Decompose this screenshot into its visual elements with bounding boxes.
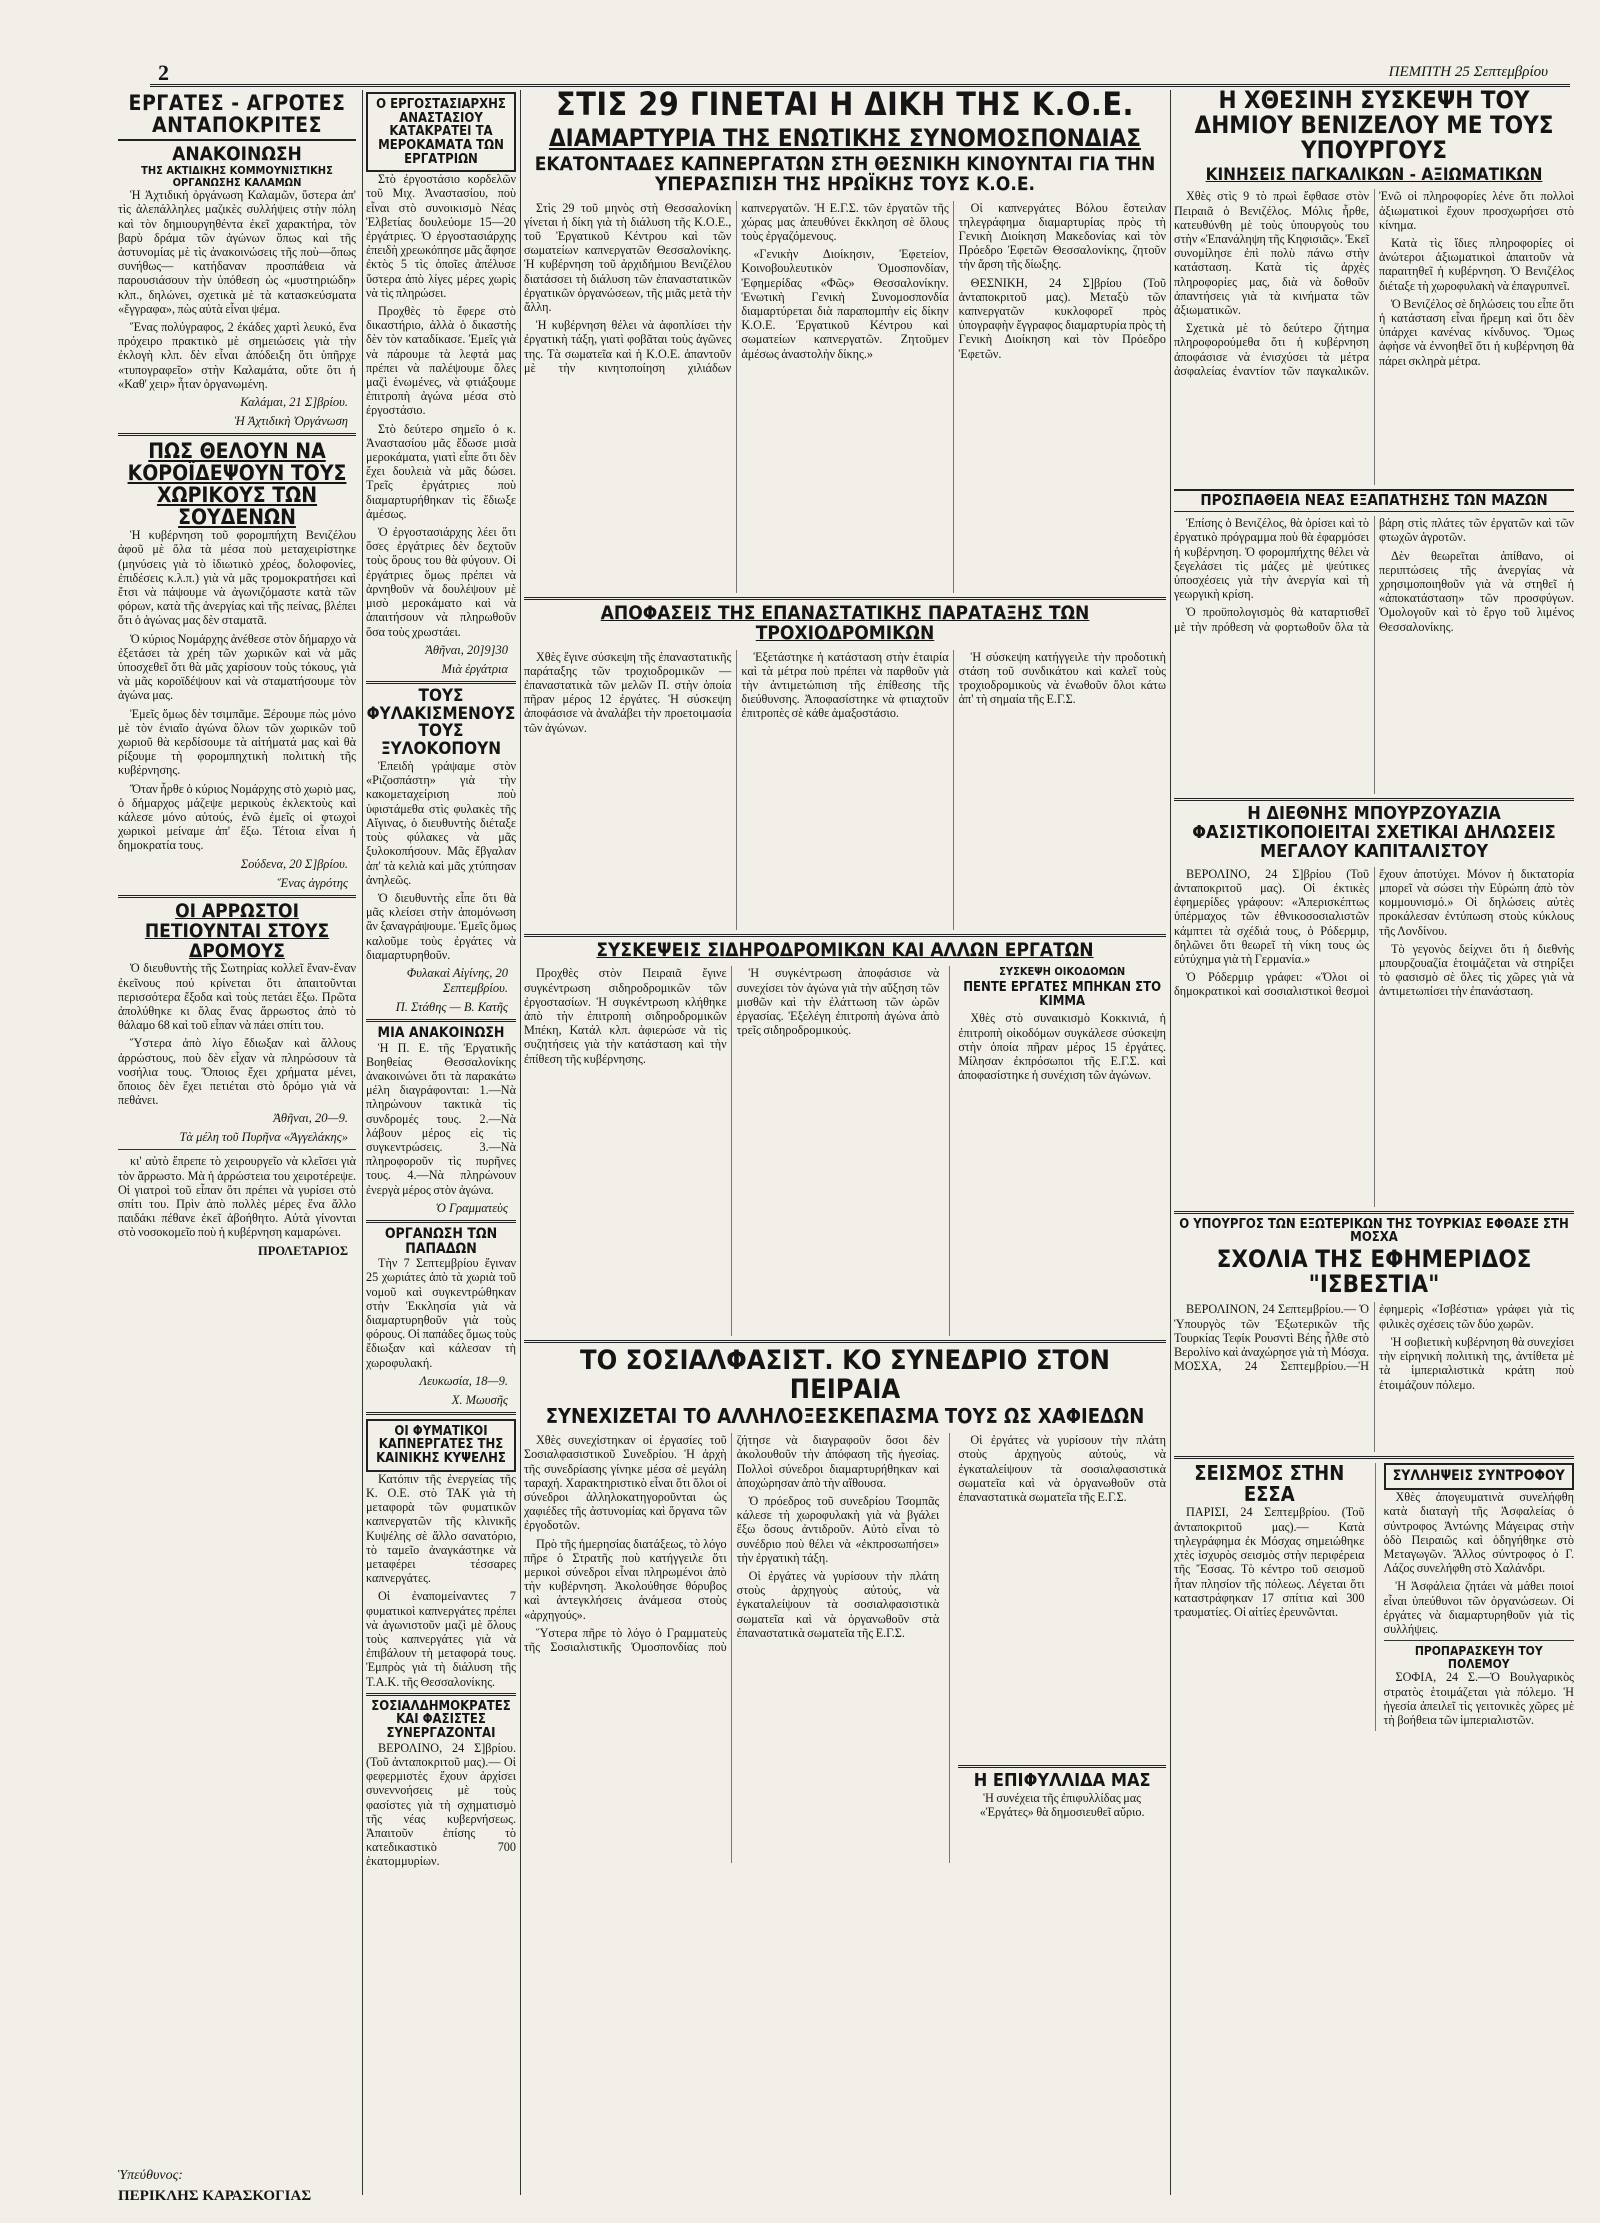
publisher-name: ΠΕΡΙΚΛΗΣ ΚΑΡΑΣΚΟΓΙΑΣ bbox=[118, 2188, 312, 2204]
article-headline: ΟΙ ΑΡΡΩΣΤΟΙ ΠΕΤΙΟΥΝΤΑΙ ΣΤΟΥΣ ΔΡΟΜΟΥΣ bbox=[144, 899, 330, 962]
main-deck: ΕΚΑΤΟΝΤΑΔΕΣ ΚΑΠΝΕΡΓΑΤΩΝ ΣΤΗ ΘΕΣΝΙΚΗ ΚΙΝΟΥΝΤΑΙ ΓΙΑ ΤΗΝ ΥΠΕΡΑΣΠΙΣΗ ΤΗΣ ΗΡΩΪΚΗΣ ΤΟΥΣ Κ.Ο.Ε. bbox=[534, 152, 1156, 195]
tram-article-body bbox=[524, 650, 1166, 930]
divider bbox=[524, 597, 1166, 600]
article-paragraph: Οἱ ἐργάτες νὰ γυρίσουν τὴν πλάτη στοὺς ἀρχηγοὺς αὐτούς, νὰ ἐγκαταλείψουν τὰ σοσιαλφασιστικὰ σωματεῖα καὶ νὰ ὀργανωθοῦν στὰ ἐπαναστατικὰ σωματεῖα τῆς Ε.Γ.Σ. bbox=[736, 1568, 940, 1640]
article-paragraph: Ἡ κυβέρνηση τοῦ φορομπήχτη Βενιζέλου ἀφοῦ μὲ ὅλα τὰ μέσα ποὺ μεταχειρίστηκε (μηνύσεις γιὰ τὸ ἰδιωτικὸ χρέος, δολοφονίες, ἐπιδέσεις κ.λ.π.) γιὰ νὰ μᾶς τρομοκρατήσει καὶ ἔτσι νὰ πάψουμε νὰ ἀγωνιζόμαστε κατὰ τῶν φόρων, κατὰ τῆς ἀνεργίας καὶ τῆς πείνας, βλέπει ὅτι ὁ ἀγώνας μας δὲν σταματᾶ. bbox=[118, 528, 356, 628]
article-paragraph: Δὲν θεωρεῖται ἀπίθανο, οἱ περιπτώσεις τῆς ἀνεργίας νὰ χρησιμοποιηθοῦν γιὰ νὰ στηθεῖ ἡ «ἀποκατάσταση» τῶν προσφύγων. Ὁμολογοῦν καὶ τὸ ἔργο τοῦ λιμένος Θεσσαλονίκης. bbox=[1379, 548, 1574, 634]
signature: Χ. Μωυσῆς bbox=[451, 1392, 508, 1407]
bottom-right-block bbox=[1174, 1463, 1574, 1731]
article-headline: ΠΕΝΤΕ ΕΡΓΑΤΕΣ ΜΠΗΚΑΝ ΣΤΟ ΚΙΜΜΑ bbox=[963, 980, 1162, 1009]
article-headline: ΤΟ ΣΟΣΙΑΛΦΑΣΙΣΤ. ΚΟ ΣΥΝΕΔΡΙΟ ΣΤΟΝ ΠΕΙΡΑΙΑ bbox=[580, 1345, 1110, 1405]
article-paragraph: Ἡ Ἀσφάλεια ζητάει νὰ μάθει ποιοί εἶναι ὑπεύθυνοι τῶν ὀργανώσεων. Οἱ ἐργάτες νὰ διαμαρτυρηθοῦν γιὰ τὶς συλλήψεις. bbox=[1383, 1579, 1574, 1636]
article-paragraph: Χθὲς στὶς 9 τὸ πρωὶ ἔφθασε στὸν Πειραιᾶ ὁ Βενιζέλος. Μόλις ἦρθε, κατευθύνθη μὲ τοὺς ὑπουργοὺς του στὴν «Ἐπανάληψη τῆς Κηφισιᾶς». Ἐκεῖ συνομίλησε ἐπὶ πολὺ πάνω στὴν κατάσταση. Κατὰ τὶς ἀρχὲς πληροφορίες μας, διὰ νὰ δοθοῦν ἀπαντήσεις γιὰ τὰ κινήματα τῶν ἀξιωματικῶν. bbox=[1174, 189, 1369, 318]
article-paragraph: Στὶς 29 τοῦ μηνὸς στὴ Θεσσαλονίκη γίνεται ἡ δίκη γιὰ τὴ διάλυση τῆς Κ.Ο.Ε., τοῦ Ἐργατικοῦ Κέντρου καὶ τῶν σωματείων καπνεργατῶν Θεσσαλονίκης. Ἡ κυβέρνηση τοῦ ἀρχιδήμιου Βενιζέλου διατάσσει τὴ διάλυση τῶν ἐπαναστατικῶν ἐργατικῶν ὀργανώσεων, τῆς μιᾶς μετὰ τὴν ἄλλη. bbox=[524, 200, 732, 315]
article-subheadline: ΣΥΣΚΕΨΗ ΟΙΚΟΔΟΜΩΝ bbox=[999, 966, 1126, 979]
article-paragraph: Ὁ Βενιζέλος σὲ δηλώσεις του εἶπε ὅτι ἡ κατάσταση εἶναι ἤρεμη καὶ ὅτι δὲν ὑπάρχει κανένας κίνδυνος. Ὅμως ἀφὴσε νὰ ἐννοηθεῖ ὅτι ἡ κυβέρνηση θὰ πάρει σκληρὰ μέτρα. bbox=[1379, 296, 1574, 368]
article-paragraph: Τὴν 7 Σεπτεμβρίου ἔγιναν 25 χωριάτες ἀπὸ τὰ χωριὰ τοῦ νομοῦ καὶ συγκεντρώθηκαν στὴν Ἐκκλησία γιὰ νὰ διαμαρτυρηθοῦν γιὰ τοὺς φόρους. Οἱ παπάδες ὅμως τοὺς ἔδιωξαν καὶ κάλεσαν τὴ χωροφυλακή. bbox=[366, 1256, 516, 1370]
article-paragraph: Χθὲς στὸ συναικισμὸ Κοκκινιά, ἡ ἐπιτροπὴ οἰκοδόμων συγκάλεσε σύσκεψη στὴν ὁποία πῆραν μέρος 15 ἐργάτες. Μίλησαν ἐκπρόσωποι τῆς Ε.Γ.Σ. καὶ ἀποφασίστηκε ἡ συνέχιση τῶν ἀγώνων. bbox=[958, 1011, 1166, 1083]
congress-text bbox=[524, 1433, 939, 1863]
article-paragraph: Ὕστερα πῆρε τὸ λόγο ὁ Γραμματεὺς τῆς Σοσιαλιστικῆς Ὁμοσπονδίας ποὺ ζήτησε νὰ διαγραφοῦν ὅσοι δὲν ἀκολουθοῦν τὴν ἀπόφαση τῆς ἡγεσίας. Πολλοὶ σύνεδροι διαμαρτυρήθηκαν καὶ ἀποχώρησαν ἀπὸ τὴν αἴθουσα. bbox=[524, 1433, 940, 1654]
signature: Π. Στάθης — Β. Κατῆς bbox=[395, 999, 508, 1014]
issue-date: ΠΕΜΠΤΗ 25 Σεπτεμβρίου bbox=[1388, 64, 1548, 80]
railway-article-body bbox=[524, 966, 1166, 1336]
article-paragraph: Χθὲς ἀπογευματινὰ συνελήφθη κατὰ διαταγὴ τῆς Ἀσφαλείας ὁ σύντροφος Ἀντώνης Μάγειρας στὴν ὁδὸ Πειραιῶς καὶ ὁδηγήθηκε στὸ Μεταγωγῶν. Ἄλλος σύντροφος ὁ Γ. Λάζος συνελήφθη στὸ Χαλάνδρι. bbox=[1383, 1490, 1574, 1576]
dateline: Φυλακαὶ Αἰγίνης, 20 Σεπτεμβρίου. bbox=[406, 965, 508, 995]
divider bbox=[1174, 798, 1574, 801]
column-right bbox=[1174, 88, 1574, 2193]
signature: Τὰ μέλη τοῦ Πυρῆνα «Ἀγγελάκης» bbox=[179, 1130, 348, 1145]
article-headline: ΠΩΣ ΘΕΛΟΥΝ ΝΑ ΚΟΡΟΪΔΕΨΟΥΝ ΤΟΥΣ ΧΩΡΙΚΟΥΣ ΤΩΝ ΣΟΥΔΕΝΩΝ bbox=[127, 438, 347, 530]
dateline: Καλάμαι, 21 Σ]βρίου. bbox=[240, 394, 348, 409]
article-paragraph: Ὕστερα ἀπὸ λίγο ἔδιωξαν καὶ ἄλλους ἀρρώστους, ποὺ δὲν εἶχαν νὰ πληρώσουν τὰ νοσήλια τους. Ὅποιος ἔχει χρήματα μένει, ὅποιος δὲν ἔχει πετιέται στὸ δρόμο γιὰ νὰ πεθάνει. bbox=[118, 1036, 356, 1108]
divider bbox=[1174, 1211, 1574, 1214]
article-paragraph: Ἕνας πολύγραφος, 2 ἐκάδες χαρτὶ λευκό, ἕνα πρόχειρο πρακτικὸ μὲ σημειώσεις γιὰ τὴν ἐκλογὴ κλπ. δὲν εἶναι ἀπόδειξη ὅτι ὑπῆρχε «τυπογραφεῖο» στὴν Καλαμάτα, οὔτε ὅτι ἡ «Καθ' χειρ» ἦταν ὀργανωμένη. bbox=[118, 319, 356, 391]
divider bbox=[958, 1765, 1166, 1768]
article-paragraph: Προχθὲς τὸ ἔφερε στὸ δικαστήριο, ἀλλὰ ὁ δικαστὴς δὲν τὸν καταδίκασε. Ἐμεῖς γιὰ νὰ πάρουμε τὰ λεφτά μας πρέπει νὰ παλέψουμε ὅλες μαζὶ ἑνωμένες, νὰ φτιάξουμε ἐπιτροπὴ ἀγώνα μέσα στὸ ἐργοστάσιο. bbox=[366, 304, 516, 418]
article-paragraph: Στὸ δεύτερο σημεῖο ὁ κ. Ἀναστασίου μᾶς ἔδωσε μισὰ μεροκάματα, γιατὶ εἶπε ὅτι δὲν ἔχει δουλειὰ νὰ μᾶς δώσει. Τρεῖς ἐργάτριες ποὺ διαμαρτυρήθηκαν τὶς ἔδιωξε ἀμέσως. bbox=[366, 421, 516, 521]
article-paragraph: Οἱ ἐναπομείναντες 7 φυματικοὶ καπνεργάτες πρέπει νὰ ἀγωνιστοῦν μαζὶ μὲ ὅλους τοὺς καπνεργάτες γιὰ νὰ ἐπιβάλουν τὴ μεταφορά τους. Ἐμπρὸς γιὰ τὴ διάλυση τῆς Τ.Α.Κ. τῆς Θεσσαλονίκης. bbox=[366, 1589, 516, 1689]
serial-box bbox=[958, 1761, 1166, 1823]
arrest-article bbox=[1375, 1463, 1575, 1731]
article-paragraph: Σχετικὰ μὲ τὸ δεύτερο ζήτημα πληροφορούμεθα ὅτι ἡ κυβέρνηση ἀποφάσισε νὰ ἐνισχύσει τὰ μέτρα ἀσφαλείας ἐναντίον τῶν παγκαλικῶν. Ἐνῶ οἱ πληροφορίες λένε ὅτι πολλοὶ ἀξιωματικοὶ ἔχουν προσχωρήσει στὸ κίνημα. bbox=[1174, 189, 1574, 378]
article-paragraph: Οἱ ἐργάτες νὰ γυρίσουν τὴν πλάτη στοὺς ἀρχηγοὺς αὐτούς, νὰ ἐγκαταλείψουν τὰ σοσιαλφασιστικὰ σωματεῖα καὶ νὰ ὀργανωθοῦν στὰ ἐπαναστατικὰ σωματεῖα τῆς Ε.Γ.Σ. bbox=[958, 1433, 1166, 1504]
article-headline: Η ΕΠΙΦΥΛΛΙΔΑ ΜΑΣ bbox=[973, 1769, 1151, 1791]
article-paragraph: Ἐξετάστηκε ἡ κατάσταση στὴν ἑταιρία καὶ τὰ μέτρα ποὺ πρέπει νὰ παρθοῦν γιὰ τὴν ἀντιμετώπιση τῆς ἐπίθεσης τῆς διεύθυνσης. Ἀποφασίστηκε νὰ φτιαχτοῦν ἐπιτροπὲς σὲ κάθε ἀμαξοστάσιο. bbox=[741, 649, 949, 721]
railway-text bbox=[524, 966, 939, 1336]
article-paragraph: Ὁ πρόεδρος τοῦ συνεδρίου Τσομπᾶς κάλεσε τὴ χωροφυλακὴ γιὰ νὰ βγάλει ἔξω ὅσους ἀντιδροῦν. Αὐτὸ εἶναι τὸ συνέδριο ποὺ θέλει νὰ «ἐκπροσωπήσει» τὴν ἐργατικὴ τάξη. bbox=[736, 1493, 940, 1565]
main-subheadline: ΔΙΑΜΑΡΤΥΡΙΑ ΤΗΣ ΕΝΩΤΙΚΗΣ ΣΥΝΟΜΟΣΠΟΝΔΙΑΣ bbox=[548, 123, 1142, 152]
article-headline: ΣΕΙΣΜΟΣ ΣΤΗΝ ΕΣΣΑ bbox=[1194, 1461, 1345, 1507]
article-paragraph: Ὁ διευθυντὴς εἶπε ὅτι θὰ μᾶς κλείσει στὴν ἀπομόνωση ἂν ξαναγράψουμε. Ἐμεῖς ὅμως καλοῦμε τοὺς ἐργάτες νὰ διαμαρτυρηθοῦν. bbox=[366, 890, 516, 962]
article-subheadline: ΣΧΟΛΙΑ ΤΗΣ ΕΦΗΜΕΡΙΔΟΣ "ΙΣΒΕΣΤΙΑ" bbox=[1216, 1245, 1532, 1299]
article-paragraph: Ἡ Π. Ε. τῆς Ἐργατικῆς Βοηθείας Θεσσαλονίκης ἀνακοινώνει ὅτι τὰ παρακάτω μέλη διαγράφονται: 1.—Νὰ πληρώνουν τακτικὰ τὶς συνδρομές τους. 2.—Νὰ λάβουν μέρος εἰς τὶς συγκεντρώσεις. 3.—Νὰ πληροφοροῦν τὶς πυρῆνες τους. 4.—Νὰ πληρώνουν ἐνεργὰ μέρος στὸν ἀγώνα. bbox=[366, 1040, 516, 1197]
article-paragraph: Κατὰ τὶς ἴδιες πληροφορίες οἱ ἀνώτεροι ἀξιωματικοὶ ἀπαιτοῦν νὰ παραιτηθεῖ ἡ κυβέρνηση. Ὁ Βενιζέλος διέταξε τὴ χωροφυλακὴ νὰ ἐπαγρυπνεῖ. bbox=[1379, 236, 1574, 293]
article-paragraph: Ἐπίσης ὁ Βενιζέλος, θὰ ὁρίσει καὶ τὸ ἐργατικὸ πρόγραμμα ποὺ θὰ ἐφαρμόσει ἡ κυβέρνηση. Ὁ φορομπήχτης θέλει νὰ ξεγελάσει τὶς μάζες μὲ ψεύτικες ὑποσχέσεις γιὰ τὴν ἀνεργία καὶ τὴ γεωργικὴ κρίση. bbox=[1174, 516, 1369, 602]
izvestia-article-body bbox=[1174, 1302, 1574, 1452]
divider bbox=[118, 433, 356, 436]
dateline: Σούδενα, 20 Σ]βρίου. bbox=[240, 856, 348, 871]
article-headline: ΟΙ ΦΥΜΑΤΙΚΟΙ ΚΑΠΝΕΡΓΑΤΕΣ ΤΗΣ ΚΑΙΝΙΚΗΣ ΚΥΨΕΛΗΣ bbox=[366, 1419, 516, 1472]
column-rule bbox=[362, 90, 363, 2195]
article-subheadline: ΣΥΝΕΧΙΖΕΤΑΙ ΤΟ ΑΛΛΗΛΟΞΕΣΚΕΠΑΣΜΑ ΤΟΥΣ ΩΣ ΧΑΦΙΕΔΩΝ bbox=[545, 1404, 1145, 1429]
article-headline: ΑΝΑΚΟΙΝΩΣΗ bbox=[172, 143, 302, 166]
article-paragraph: ΒΕΡΟΛΙΝΟΝ, 24 Σεπτεμβρίου.— Ὁ Ὑπουργὸς τῶν Ἐξωτερικῶν τῆς Τουρκίας Τεφίκ Ρουσντὶ Βέης ἦλθε στὸ Βερολίνο καὶ ἀναχώρησε γιὰ τὴ Μόσχα. ΜΟΣΧΑ, 24 Σεπτεμβρίου.—Ἡ ἐφημερὶς «Ἰσβέστια» γράφει γιὰ τὶς φιλικὲς σχέσεις τῶν δύο χωρῶν. bbox=[1174, 1302, 1574, 1374]
column-rule bbox=[520, 90, 521, 2195]
article-headline: Η ΔΙΕΘΝΗΣ ΜΠΟΥΡΖΟΥΑΖΙΑ ΦΑΣΙΣΤΙΚΟΠΟΙΕΙΤΑΙ ΣΧΕΤΙΚΑΙ ΔΗΛΩΣΕΙΣ ΜΕΓΑΛΟΥ ΚΑΠΙΤΑΛΙΣΤΟΥ bbox=[1192, 803, 1556, 862]
article-paragraph: Ἡ Ἀχτιδική ὀργάνωση Καλαμῶν, ὕστερα ἀπ' τὶς ἀλεπάλληλες μαζικὲς συλλήψεις στὴν πόλη καὶ τὸν δημιουργηθέντα ἐκεῖ χαρακτήρα, τὸν βαρὺ δράμα τῶν ἀγώνων ὅπως καὶ τῆς ἀστυνομίας μὲ τὶς ἀνακοινώσεις τῆς ποὺ—ὅπως συνήθως— κατήδαναν προσπάθεια νὰ παρουσιάσουν τὴν ὑπόθεση ὡς «μυστηριώδη» κλπ., δηλώνει, σχετικὰ μὲ τὰ κατασκεύσματα «ἔγγραφα», πὼς αὐτὰ εἶναι ψέμα. bbox=[118, 188, 356, 316]
article-paragraph: Ὅταν ἦρθε ὁ κύριος Νομάρχης στὸ χωριὸ μας, ὁ δήμαρχος μάζεψε μερικοὺς ἐκλεκτοὺς καὶ κάλεσε μόνο αὐτούς, ἐνῶ ἐμεῖς οἱ φτωχοὶ χωρικοὶ μείναμε ἀπ' ἔξω. Τέτοια εἶναι ἡ δημοκρατία τους. bbox=[118, 781, 356, 853]
article-headline: ΠΡΟΠΑΡΑΣΚΕΥΗ ΤΟΥ ΠΟΛΕΜΟΥ bbox=[1414, 1644, 1543, 1671]
congress-article-body bbox=[524, 1433, 1166, 1863]
article-headline: Ο ΕΡΓΟΣΤΑΣΙΑΡΧΗΣ ΑΝΑΣΤΑΣΙΟΥ ΚΑΤΑΚΡΑΤΕΙ ΤΑ ΜΕΡΟΚΑΜΑΤΑ ΤΩΝ ΕΡΓΑΤΡΙΩΝ bbox=[366, 92, 516, 172]
column-reports bbox=[366, 92, 516, 2192]
signature: ΠΡΟΛΕΤΑΡΙΟΣ bbox=[257, 1243, 348, 1258]
divider bbox=[524, 1340, 1166, 1343]
article-paragraph: Ἐπειδὴ γράψαμε στὸν «Ριζοσπάστη» γιὰ τὴν κακομεταχείριση ποὺ ὑφιστάμεθα στὶς φυλακὲς τῆς Αἴγινας, ὁ διευθυντὴς διέταξε τοὺς φύλακες νὰ μᾶς ξυλοκοπήσουν. Μᾶς ἔβγαλαν ἀπ' τὰ κελιὰ καὶ μᾶς χτύπησαν ἀνηλεῶς. bbox=[366, 759, 516, 887]
publisher-label: Ὑπεύθυνος: bbox=[118, 2168, 183, 2183]
divider bbox=[366, 1693, 516, 1696]
article-paragraph: Ὁ προϋπολογισμὸς θὰ καταρτισθεῖ μὲ τὴν πρόθεση νὰ φορτωθοῦν ὅλα τὰ βάρη στὶς πλάτες τῶν ἐργατῶν καὶ τῶν φτωχῶν ἀγροτῶν. bbox=[1174, 516, 1574, 634]
article-paragraph: Ἡ κυβέρνηση θέλει νὰ ἀφοπλίσει τὴν ἐργατικὴ τάξη, γιατὶ φοβᾶται τοὺς ἀγῶνες της. Τὰ σωματεῖα καὶ ἡ Κ.Ο.Ε. ἀπαντοῦν μὲ τὴν κινητοποίηση χιλιάδων καπνεργατῶν. Ἡ Ε.Γ.Σ. τῶν ἐργατῶν τῆς χώρας μας ἀπευθύνει ἔκκληση σὲ ὅλους τοὺς ἐργαζόμενους. bbox=[524, 200, 949, 375]
article-paragraph: ΘΕΣΝΙΚΗ, 24 Σ]βρίου (Τοῦ ἀνταποκριτοῦ μας). Μεταξὺ τῶν καπνεργατῶν κυκλοφορεῖ πρὸς ὑπογραφὴν ἔγγραφος διαμαρτυρία πρὸς τὴ Γενικὴ Διοίκηση καὶ τὸν Πρόεδρο Ἐφετῶν. bbox=[958, 275, 1166, 361]
article-paragraph: Τὸ γεγονὸς δείχνει ὅτι ἡ διεθνὴς μπουρζουαζία ἑτοιμάζεται νὰ στηρίξει τὸ φασισμὸ σὲ ὅλες τὶς χῶρες γιὰ νὰ ἀντιμετωπίσει τὴν ἐπανάσταση. bbox=[1379, 941, 1574, 999]
article-paragraph: Ἡ συγκέντρωση ἀποφάσισε νὰ συνεχίσει τὸν ἀγώνα γιὰ τὴν αὔξηση τῶν μισθῶν καὶ τὴν ἐλάττωση τῶν ὡρῶν ἐργασίας. Ἐξελέγη ἐπιτροπὴ ἀγώνα ἀπὸ τρεῖς σιδηροδρομικούς. bbox=[736, 966, 940, 1038]
divider bbox=[366, 1220, 516, 1223]
article-paragraph: Προχθὲς στὸν Πειραιᾶ ἔγινε συγκέντρωση σιδηροδρομικῶν τῶν ἐργοστασίων. Ἡ συγκέντρωση κλήθηκε ἀπὸ τὴν ἐπιτροπὴ σιδηροδρομικῶν Μπέκη, Κατάλ κλπ. ἀφιερώσε νὰ τὶς συζητήσεις γιὰ τὴν κατάσταση καὶ τὴν ἐπίθεση τῆς κυβέρνησης. bbox=[524, 966, 727, 1066]
builders-box bbox=[949, 966, 1166, 1336]
signature: Ὁ Γραμματεὺς bbox=[435, 1200, 508, 1215]
venizelos-article-body bbox=[1174, 189, 1574, 485]
divider bbox=[118, 1149, 356, 1150]
page-number: 2 bbox=[158, 60, 169, 85]
lead-article-body bbox=[524, 201, 1166, 593]
divider bbox=[524, 934, 1166, 937]
article-headline: ΟΡΓΑΝΩΣΗ ΤΩΝ ΠΑΠΑΔΩΝ bbox=[384, 1225, 498, 1257]
article-paragraph: Ἡ σύσκεψη κατήγγειλε τὴν προδοτικὴ στάση τοῦ συνδικάτου καὶ καλεῖ τοὺς τροχιοδρομικοὺς νὰ ἑνωθοῦν ὅλοι κάτω ἀπ' τὴ σημαία τῆς Ε.Γ.Σ. bbox=[958, 649, 1166, 707]
article-paragraph: Ὁ ἐργοστασιάρχης λέει ὅτι ὅσες ἐργάτριες δὲν δεχτοῦν τοὺς ὅρους του θὰ φύγουν. Οἱ ἐργάτριες ὅμως πρέπει νὰ ἀρνηθοῦν νὰ δουλέψουν μὲ μισὸ μεροκάματο καὶ νὰ ἀπαιτήσουν νὰ πληρωθοῦν ὅσα τοὺς χρωστάει. bbox=[366, 525, 516, 639]
article-paragraph: Ἡ σοβιετικὴ κυβέρνηση θὰ συνεχίσει τὴν εἰρηνικὴ πολιτικὴ της, ἀντίθετα μὲ τὰ ἱμπεριαλιστικὰ κράτη ποὺ ἑτοιμάζουν πόλεμο. bbox=[1379, 1334, 1574, 1392]
divider bbox=[366, 1019, 516, 1022]
divider bbox=[366, 1412, 516, 1415]
article-paragraph: Πρὸ τῆς ἡμερησίας διατάξεως, τὸ λόγο πῆρε ὁ Στρατῆς ποὺ κατήγγειλε ὅτι μερικοὶ σύνεδροι εἶναι πληρωμένοι ἀπὸ τὴν κυβέρνηση. Ἀκολούθησε θόρυβος καὶ ἀντεγκλήσεις ἀνάμεσα στοὺς «ἀρχηγούς». bbox=[524, 1536, 727, 1622]
article-paragraph: ΠΑΡΙΣΙ, 24 Σεπτεμβρίου. (Τοῦ ἀνταποκριτοῦ μας).— Κατὰ τηλεγράφημα ἐκ Μόσχας σημειώθηκε χτὲς ἰσχυρὸς σεισμὸς στὴν περιφέρεια τῆς Ἔσσας. Τὸ κέντρο τοῦ σεισμοῦ ἦταν πλησίον τῆς πόλεως. Λέγεται ὅτι καταστράφηκαν 17 σπίτια καὶ 300 τραυματίες. Οἱ αἰτίες ἐρευνῶνται. bbox=[1174, 1505, 1365, 1619]
congress-side bbox=[949, 1433, 1166, 1863]
dateline: Ἀθῆναι, 20—9. bbox=[273, 1111, 348, 1126]
dateline: Λευκωσία, 18—9. bbox=[419, 1373, 508, 1388]
article-headline: ΣΟΣΙΑΛΔΗΜΟΚΡΑΤΕΣ ΚΑΙ ΦΑΣΙΣΤΕΣ ΣΥΝΕΡΓΑΖΟΝΤΑΙ bbox=[371, 1698, 511, 1742]
article-paragraph: κι' αὐτὸ ἔπρεπε τὸ χειρουργεῖο νὰ κλεῖσει γιὰ τὸν ἄρρωστο. Μὰ ἡ ἀρρώστεια του χειροτέρεψε. Οἱ γιατροὶ τοῦ εἶπαν ὅτι πρέπει νὰ γυρίσει στὸ σπίτι του. Πρὶν ἀπὸ πολλὲς μέρες ἕνα ἄλλο παιδάκι πέθανε ἐκεῖ ἀβοήθητο. Αὐτὰ γίνονται στὸ νοσοκομεῖο ποὺ ἡ κυβέρνηση καμαρώνει. bbox=[118, 1154, 356, 1240]
signature: Μιὰ ἐργάτρια bbox=[441, 661, 508, 676]
article-headline: ΣΥΣΚΕΨΕΙΣ ΣΙΔΗΡΟΔΡΟΜΙΚΩΝ ΚΑΙ ΑΛΛΩΝ ΕΡΓΑΤΩΝ bbox=[596, 938, 1094, 961]
column-rule bbox=[1170, 90, 1171, 2195]
dateline: Ἀθῆναι, 20]9]30 bbox=[425, 642, 508, 657]
deception-article-body bbox=[1174, 516, 1574, 794]
article-paragraph: Ὁ κύριος Νομάρχης ἀνέθεσε στὸν δήμαρχο νὰ ἐξετάσει τὰ χρέη τῶν χωρικῶν καὶ νὰ μᾶς ὑποσχεθεῖ ὅτι θὰ μᾶς χαρίσουν τοὺς τόκους, γιὰ νὰ μᾶς κοροϊδέψουν καὶ νὰ σταματήσουμε τὸν ἀγώνα μας. bbox=[118, 631, 356, 703]
masthead-rule bbox=[150, 62, 1570, 87]
article-headline: ΣΥΛΛΗΨΕΙΣ ΣΥΝΤΡΟΦΟΥ bbox=[1384, 1463, 1575, 1490]
article-headline: ΜΙΑ ΑΝΑΚΟΙΝΩΣΗ bbox=[377, 1024, 505, 1041]
article-paragraph: Οἱ καπνεργάτες Βόλου ἔστειλαν τηλεγράφημα διαμαρτυρίας πρὸς τὴ Γενικὴ Διοίκηση Μακεδονίας καὶ τὸν Πρόεδρο Ἐφετῶν Θεσσαλονίκης, ζητοῦν τὴν ἄρση τῆς δίωξης. bbox=[958, 200, 1166, 272]
article-paragraph: Χθὲς συνεχίστηκαν οἱ ἐργασίες τοῦ Σοσιαλφασιστικοῦ Συνεδρίου. Ἡ ἀρχὴ τῆς συνεδρίασης γίνηκε μέσα σὲ μεγάλη ταραχή. Χαρακτηριστικὸ εἶναι ὅτι ὅλοι οἱ σύνεδροι ἀλληλοκατηγοροῦνται ὡς χαφιέδες τῆς ἀστυνομίας καὶ ὅργανα τῶν ἐργοδοτῶν. bbox=[524, 1433, 727, 1533]
article-paragraph: ΣΟΦΙΑ, 24 Σ.—Ὁ Βουλγαρικὸς στρατὸς ἑτοιμάζεται γιὰ πόλεμο. Ἡ ἡγεσία ἀπειλεῖ τὶς γειτονικὲς χῶρες μὲ τὴ βοήθεια τῶν ἱμπεριαλιστῶν. bbox=[1383, 1670, 1574, 1727]
column-center bbox=[524, 88, 1166, 2193]
article-paragraph: «Γενικὴν Διοίκησιν, Ἐφετείον, Κοινοβουλευτικὸν Ὁμοσπονδίαν, Ἐφημερίδας «Φῶς» Θεσσαλονίκην. Ἑνωτικὴ Γενικὴ Συνομοσπονδία διαμαρτύρεται διὰ παραπομπὴν εἰς δίκην Κ.Ο.Ε. Ἐργατικοῦ Κέντρου καὶ σωματείων καπνεργατῶν. Ζητοῦμεν ἀμέσως ἀναστολὴν δίκης.» bbox=[741, 247, 949, 361]
main-headline: ΣΤΙΣ 29 ΓΙΝΕΤΑΙ Η ΔΙΚΗ ΤΗΣ Κ.Ο.Ε. bbox=[556, 88, 1134, 123]
divider bbox=[366, 681, 516, 684]
article-paragraph: Στὸ ἐργοστάσιο κορδελῶν τοῦ Μιχ. Ἀναστασίου, ποὺ εἶναι στὸ συνοικισμὸ Νέας Ἑλβετίας δουλεύομε 15—20 ἐργάτριες. Ὁ ἐργοστασιάρχης ἐπειδὴ χρεωκόπησε μᾶς ἄφησε ἐκτὸς 5 τὶς ὁποῖες ἀπέλυσε ὕστερα ἀπὸ λίγες μέρες χωρὶς νὰ τὶς πληρώσει. bbox=[366, 172, 516, 300]
divider bbox=[118, 895, 356, 898]
article-paragraph: Ὁ Ρόδερμιρ γράφει: «Ὅλοι οἱ δημοκρατικοὶ καὶ σοσιαλιστικοὶ θεσμοὶ ἔχουν ἀποτύχει. Μόνον ἡ δικτατορία μπορεῖ νὰ σώσει τὴν Εὐρώπη ἀπὸ τὸν κομμουνισμό.» Οἱ δηλώσεις αὐτὲς προκάλεσαν ἐντύπωση στοὺς κύκλους τῆς Λονδίνου. bbox=[1174, 866, 1574, 999]
article-headline: ΑΠΟΦΑΣΕΙΣ ΤΗΣ ΕΠΑΝΑΣΤΑΤΙΚΗΣ ΠΑΡΑΤΑΞΗΣ ΤΩΝ ΤΡΟΧΙΟΔΡΟΜΙΚΩΝ bbox=[600, 601, 1090, 644]
divider bbox=[1384, 1640, 1575, 1641]
article-paragraph: Ὁ διευθυντὴς τῆς Σωτηρίας κολλεῖ ἕναν-ἕναν ἐκεῖνους πού κρίνεται ὅτι ἀπαιτοῦνται περισσότερα ἔξοδα καὶ τοὺς πετάει ἔξω. Πρῶτα ἀπολύθηκε κι ὅλας ἕνας ἄρρωστος ἀπὸ τὸ θάλαμο 68 καὶ τοῦ εἶπαν νὰ πάει σπίτι του. bbox=[118, 961, 356, 1033]
divider bbox=[1174, 1456, 1574, 1459]
article-paragraph: Χθὲς ἔγινε σύσκεψη τῆς ἐπαναστατικῆς παράταξης τῶν τροχιοδρομικῶν — ἐπαναστατικὰ τῶν μελῶν Π. στὴν ὁποία πῆραν μέρος 12 ἐργάτες. Ἡ σύσκεψη ἀποφάσισε νὰ ἀναλάβει τὴν προετοιμασία τῶν ἀγώνων. bbox=[524, 649, 732, 735]
column-correspondents bbox=[118, 92, 356, 2192]
article-paragraph: Ἡ συνέχεια τῆς ἐπιφυλλίδας μας «Ἐργάτες» θὰ δημοσιευθεῖ αὔριο. bbox=[979, 1790, 1145, 1819]
signature: Ἕνας ἀγρότης bbox=[277, 875, 348, 890]
article-paragraph: ΒΕΡΟΛΙΝΟ, 24 Σ]βρίου (Τοῦ ἀνταποκριτοῦ μας). Οἱ ἐκτικὲς ἐφημερίδες γράφουν: «Ἀπερισκέπτως ὑπέρμαχος τῶν ἐθνικοσοσιαλιστῶν κάμπτει τὰ σχέδιά τους, ὁ Ρόδερμιρ, δηλῶνει ὅτι θεωρεῖ τὴ νίκη τους ὡς εὐτύχημα γιὰ τὴ Γερμανία.» bbox=[1174, 866, 1369, 967]
article-headline: Ο ΥΠΟΥΡΓΟΣ ΤΩΝ ΕΞΩΤΕΡΙΚΩΝ ΤΗΣ ΤΟΥΡΚΙΑΣ ΕΦΘΑΣΕ ΣΤΗ ΜΟΣΧΑ bbox=[1179, 1216, 1569, 1246]
article-subheadline: ΤΗΣ ΑΚΤΙΔΙΚΗΣ ΚΟΜΜΟΥΝΙΣΤΙΚΗΣ ΟΡΓΑΝΩΣΗΣ ΚΑΛΑΜΩΝ bbox=[141, 164, 333, 189]
article-paragraph: Κατόπιν τῆς ἐνεργείας τῆς Κ. Ο.Ε. στὸ ΤΑΚ γιὰ τὴ μεταφορὰ τῶν φυματικῶν καπνεργατῶν τῆς κλινικῆς Κυψέλης σὲ ἄλλο σανατόριο, τὸ ταμεῖο ἀναγκάστηκε νὰ μεταφέρει τέσσαρες καπνεργάτες. bbox=[366, 1471, 516, 1586]
earthquake-article bbox=[1174, 1463, 1365, 1731]
article-paragraph: ΒΕΡΟΛΙΝΟ, 24 Σ]βρίου. (Τοῦ ἀνταποκριτοῦ μας).— Οἱ φεφερμιστὲς ἔχουν ἀρχίσει συνεννοήσεις μὲ τοὺς φασίστες γιὰ τὴ σχηματισμὸ τῆς νέας κυβερνήσεως. Ἀπαιτοῦν ἐπίσης τὸ κατεδικαστικὸ 700 ἑκατομμυρίων. bbox=[366, 1740, 516, 1869]
signature: Ἡ Ἀχτιδικὴ Ὀργάνωση bbox=[234, 413, 348, 428]
article-headline: ΤΟΥΣ ΦΥΛΑΚΙΣΜΕΝΟΥΣ ΤΟΥΣ ΞΥΛΟΚΟΠΟΥΝ bbox=[366, 685, 516, 760]
section-title: ΕΡΓΑΤΕΣ - ΑΓΡΟΤΕΣ ΑΝΤΑΠΟΚΡΙΤΕΣ bbox=[118, 92, 356, 141]
article-paragraph: Ἐμεῖς ὅμως δὲν τσιμπᾶμε. Ξέρουμε πὼς μόνο μὲ τὸν ἑνιαῖο ἀγώνα ὅλων τῶν χωρικῶν τοῦ χωριοῦ θὰ κερδίσουμε τὰ αἰτήματά μας καὶ θὰ ρίξουμε τὴ φορομπηχτικὴ πολιτικὴ τῆς κυβέρνησης. bbox=[118, 706, 356, 778]
article-subheadline: ΚΙΝΗΣΕΙΣ ΠΑΓΚΑΛΙΚΩΝ - ΑΞΙΩΜΑΤΙΚΩΝ bbox=[1205, 164, 1543, 185]
bourgeoisie-article-body bbox=[1174, 867, 1574, 1207]
article-headline: Η ΧΘΕΣΙΝΗ ΣΥΣΚΕΨΗ ΤΟΥ ΔΗΜΙΟΥ ΒΕΝΙΖΕΛΟΥ ΜΕ ΤΟΥΣ ΥΠΟΥΡΓΟΥΣ bbox=[1194, 88, 1554, 165]
article-headline: ΠΡΟΣΠΑΘΕΙΑ ΝΕΑΣ ΕΞΑΠΑΤΗΣΗΣ ΤΩΝ ΜΑΖΩΝ bbox=[1174, 489, 1574, 512]
